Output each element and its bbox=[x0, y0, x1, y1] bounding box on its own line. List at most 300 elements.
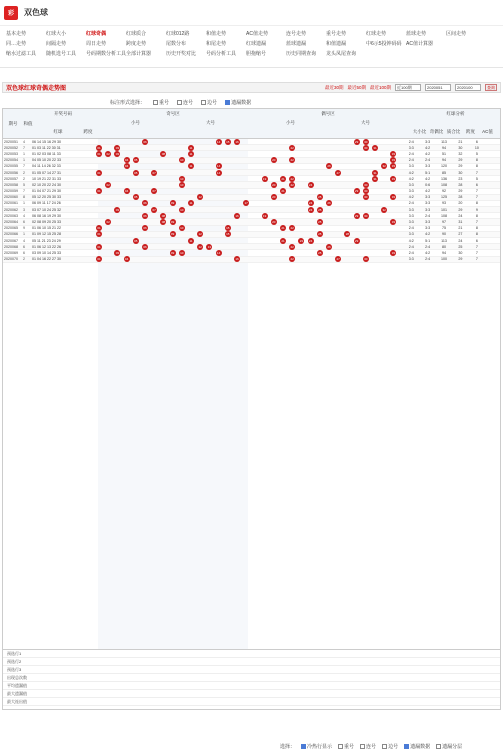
row-sum: 1 bbox=[23, 151, 25, 156]
nav-link[interactable]: AC值计算器 bbox=[406, 40, 433, 47]
footer-label: 最大遗漏值 bbox=[7, 690, 27, 696]
nav-link[interactable]: 和值遗漏 bbox=[326, 40, 347, 47]
row-issue: 2020059 bbox=[4, 189, 18, 194]
red-ball: 29 bbox=[354, 139, 359, 144]
red-ball: 10 bbox=[180, 250, 184, 255]
stat-cell: 28 bbox=[458, 195, 463, 200]
stat-cell: 2:4 bbox=[425, 257, 431, 262]
red-ball: 22 bbox=[290, 145, 294, 150]
red-ball: 05 bbox=[134, 238, 138, 243]
nav-link[interactable]: 中6示5投钟码码 bbox=[366, 40, 402, 47]
stat-cell: 5 bbox=[475, 151, 478, 156]
row-stats bbox=[402, 189, 484, 193]
red-ball: 06 bbox=[143, 244, 147, 249]
row-issue: 2020056 bbox=[4, 170, 18, 175]
row-stats bbox=[402, 183, 484, 187]
nav-link[interactable]: 红球大小 bbox=[46, 30, 67, 37]
row-balls bbox=[92, 151, 402, 157]
row-balls bbox=[92, 200, 402, 206]
red-ball: 30 bbox=[364, 257, 368, 262]
stat-cell: 94 bbox=[442, 145, 447, 150]
row-stats bbox=[402, 208, 484, 212]
filter-omission[interactable]: 遗漏数据 bbox=[225, 99, 251, 106]
stat-cell: 4:2 bbox=[425, 232, 431, 237]
row-numbers: 01 06 10 15 21 22 bbox=[32, 226, 61, 231]
zone-even-big: 大号 bbox=[361, 120, 370, 125]
row-balls bbox=[92, 182, 402, 188]
row-stats bbox=[402, 195, 484, 199]
row-sum: 7 bbox=[23, 145, 25, 150]
nav-link[interactable]: 号码期数分析工具 bbox=[86, 50, 126, 57]
stat-cell: 29 bbox=[458, 207, 463, 212]
nav-row-3 bbox=[6, 48, 497, 58]
stat-cell: 113 bbox=[441, 238, 447, 243]
red-ball: 01 bbox=[97, 257, 101, 262]
filter-repeat[interactable]: 重号 bbox=[153, 99, 169, 106]
row-numbers: 04 05 10 20 22 33 bbox=[32, 158, 61, 163]
nav-link[interactable]: 间隔走势 bbox=[46, 40, 67, 47]
red-ball: 33 bbox=[391, 164, 396, 169]
row-issue: 2020057 bbox=[4, 176, 18, 181]
stat-cell: 108 bbox=[441, 213, 448, 218]
red-ball: 03 bbox=[115, 151, 120, 156]
red-ball: 23 bbox=[299, 238, 304, 243]
red-ball: 01 bbox=[97, 145, 101, 150]
nav-link[interactable]: 全部计算器 bbox=[126, 50, 152, 57]
filter-consecutive[interactable]: 连号 bbox=[177, 99, 193, 106]
row-balls bbox=[92, 176, 402, 182]
red-ball: 14 bbox=[216, 170, 221, 175]
stat-cell: 2:4 bbox=[425, 158, 431, 163]
red-ball: 01 bbox=[97, 151, 101, 156]
red-ball: 11 bbox=[189, 145, 193, 150]
row-numbers: 01 02 03 08 11 33 bbox=[32, 151, 61, 156]
red-ball: 22 bbox=[290, 176, 294, 181]
stat-cell: 4:2 bbox=[425, 145, 431, 150]
row-sum: 3 bbox=[23, 207, 25, 212]
stat-cell: 7 bbox=[475, 170, 478, 175]
stat-cell: 4:2 bbox=[425, 176, 431, 181]
red-ball: 11 bbox=[189, 238, 193, 243]
nav-link[interactable]: 红球遗漏 bbox=[246, 40, 267, 47]
nav-link[interactable]: 跨度走势 bbox=[126, 40, 147, 47]
row-numbers: 01 05 07 14 27 31 bbox=[32, 170, 61, 175]
red-ball: 16 bbox=[235, 257, 239, 262]
period-select[interactable]: 近100期 bbox=[395, 84, 421, 91]
red-ball: 10 bbox=[180, 207, 184, 212]
footer-label: 最大连出值 bbox=[7, 698, 27, 704]
footer-row bbox=[3, 698, 500, 706]
stat-cell: 8 bbox=[475, 226, 478, 231]
red-ball: 33 bbox=[391, 158, 396, 163]
red-ball: 06 bbox=[143, 213, 147, 218]
row-issue: 2020061 bbox=[4, 201, 18, 206]
stat-cell: 125 bbox=[441, 195, 448, 200]
stat-cell: 27 bbox=[458, 232, 463, 237]
recent-100-link[interactable]: 最近100期 bbox=[369, 84, 391, 90]
nav-link[interactable]: 和值走势 bbox=[206, 30, 227, 37]
red-ball: 09 bbox=[170, 250, 175, 255]
footer-row bbox=[3, 658, 500, 666]
mark-filter bbox=[110, 99, 251, 106]
row-stats bbox=[402, 232, 484, 236]
row-sum: 8 bbox=[23, 195, 25, 200]
opt-repeat[interactable]: 重号 bbox=[338, 743, 354, 750]
opt-hotcold[interactable]: 冷热行显示 bbox=[301, 743, 332, 750]
row-issue: 2020069 bbox=[4, 250, 18, 255]
footer-label: 预选行2 bbox=[7, 658, 22, 664]
red-ball: 04 bbox=[124, 164, 129, 169]
red-ball: 31 bbox=[373, 176, 377, 181]
stat-cell: 2:4 bbox=[408, 158, 414, 163]
footer-row bbox=[3, 682, 500, 690]
nav-link[interactable]: 龙头凤尾查询 bbox=[326, 50, 357, 57]
row-numbers: 01 04 07 21 29 30 bbox=[32, 189, 61, 194]
red-ball: 20 bbox=[272, 158, 276, 163]
stat-cell: 4:2 bbox=[408, 176, 414, 181]
red-ball: 14 bbox=[216, 164, 221, 169]
stat-cell: 2:4 bbox=[408, 139, 414, 144]
row-sum: 4 bbox=[23, 213, 25, 218]
stat-cell: 4:2 bbox=[425, 151, 431, 156]
nav-link[interactable]: 历史开奖对比 bbox=[166, 50, 197, 57]
row-sum: 4 bbox=[23, 139, 25, 144]
page-title: 双色球 bbox=[24, 8, 48, 17]
stat-cell: 30 bbox=[458, 250, 463, 255]
red-ball: 21 bbox=[281, 176, 285, 181]
stat-cell: 3:3 bbox=[425, 207, 431, 212]
red-ball: 04 bbox=[124, 158, 129, 163]
red-ball: 10 bbox=[180, 226, 184, 231]
red-ball: 26 bbox=[327, 244, 331, 249]
row-sum: 1 bbox=[23, 201, 25, 206]
row-stats bbox=[402, 140, 484, 144]
stat-cell: 3:3 bbox=[425, 139, 431, 144]
stat-cell: 3:3 bbox=[425, 195, 431, 200]
row-stats bbox=[402, 251, 484, 255]
stat-cell: 8 bbox=[475, 158, 478, 163]
nav-link[interactable]: 同…走势 bbox=[6, 40, 27, 47]
red-ball: 27 bbox=[336, 257, 340, 262]
opt-edge[interactable]: 边号 bbox=[382, 743, 398, 750]
zone-even: 偶号区 bbox=[321, 111, 335, 116]
row-balls bbox=[92, 170, 402, 176]
row-numbers: 03 07 10 24 25 32 bbox=[32, 207, 61, 212]
row-issue: 2020052 bbox=[4, 145, 18, 150]
red-ball: 06 bbox=[143, 201, 147, 206]
row-stats bbox=[402, 146, 484, 150]
red-ball: 01 bbox=[97, 244, 101, 249]
row-issue: 2020062 bbox=[4, 207, 18, 212]
row-sum: 6 bbox=[23, 244, 25, 249]
nav-link[interactable]: 区间走势 bbox=[446, 30, 467, 37]
nav-link[interactable]: 重号走势 bbox=[326, 30, 347, 37]
red-ball: 11 bbox=[189, 151, 193, 156]
stat-cell: 90 bbox=[442, 232, 447, 237]
row-sum: 7 bbox=[23, 189, 25, 194]
row-sum: 1 bbox=[23, 158, 25, 163]
stat-cell: 2:4 bbox=[408, 201, 414, 206]
recent-50-link[interactable]: 最近50期 bbox=[347, 84, 366, 90]
row-stats bbox=[402, 257, 484, 261]
stat-cell: 20 bbox=[458, 201, 463, 206]
stat-cell: 5:1 bbox=[425, 170, 431, 175]
table-footer bbox=[3, 649, 500, 709]
row-numbers: 01 06 12 13 22 26 bbox=[32, 244, 61, 249]
row-sum: 6 bbox=[23, 220, 25, 225]
chart-title: 双色球红球奇偶走势图 bbox=[6, 86, 67, 92]
red-ball: 22 bbox=[290, 244, 294, 249]
stat-cell: 24 bbox=[458, 213, 463, 218]
row-numbers: 01 09 12 15 25 28 bbox=[32, 232, 61, 237]
nav-link[interactable]: 蓝球走势 bbox=[406, 30, 427, 37]
stat-cell: 7 bbox=[475, 250, 478, 255]
stat-cell: 29 bbox=[458, 164, 463, 169]
red-ball: 33 bbox=[391, 195, 396, 200]
nav-link[interactable]: 尾数分布 bbox=[166, 40, 187, 47]
red-ball: 10 bbox=[180, 176, 184, 181]
stat-cell: 30 bbox=[458, 145, 463, 150]
red-ball: 12 bbox=[198, 195, 202, 200]
col-primecomp: 质合比 bbox=[446, 129, 461, 134]
red-ball: 07 bbox=[152, 170, 156, 175]
footer-label: 出现总次数 bbox=[7, 674, 27, 680]
bottom-label: 选择： bbox=[280, 744, 296, 750]
red-ball: 25 bbox=[318, 220, 322, 225]
red-ball: 10 bbox=[180, 182, 184, 187]
stat-cell: 2:4 bbox=[425, 213, 431, 218]
red-ball: 02 bbox=[106, 220, 110, 225]
red-ball: 09 bbox=[170, 232, 175, 237]
col-ac: AC值 bbox=[482, 129, 493, 134]
stat-cell: 2:4 bbox=[408, 244, 414, 249]
stat-cell: 80 bbox=[442, 244, 447, 249]
zone-odd: 奇号区 bbox=[166, 111, 180, 116]
red-ball: 02 bbox=[106, 182, 110, 187]
red-ball: 22 bbox=[290, 257, 294, 262]
stat-cell: 3:3 bbox=[408, 220, 414, 225]
stat-cell: 113 bbox=[441, 139, 447, 144]
col-sum: 和值 bbox=[23, 121, 33, 126]
row-numbers: 04 11 14 26 32 33 bbox=[32, 164, 61, 169]
row-sum: 9 bbox=[23, 226, 25, 231]
footer-row bbox=[3, 666, 500, 674]
stat-cell: 93 bbox=[442, 201, 447, 206]
red-ball: 15 bbox=[226, 232, 230, 237]
red-ball: 19 bbox=[262, 176, 267, 181]
red-ball: 01 bbox=[97, 170, 101, 175]
red-ball: 21 bbox=[281, 238, 285, 243]
row-issue: 2020055 bbox=[4, 164, 18, 169]
red-ball: 29 bbox=[354, 189, 359, 194]
row-numbers: 01 03 11 22 30 31 bbox=[32, 145, 61, 150]
row-stats bbox=[402, 171, 484, 175]
row-balls bbox=[92, 163, 402, 169]
nav-link[interactable]: 红球质合 bbox=[126, 30, 147, 37]
row-balls bbox=[92, 213, 402, 219]
nav-link[interactable]: 缩水过滤工具 bbox=[6, 50, 37, 57]
row-balls bbox=[92, 225, 402, 231]
red-ball: 03 bbox=[115, 145, 120, 150]
stat-cell: 30 bbox=[458, 170, 463, 175]
row-issue: 2020063 bbox=[4, 213, 18, 218]
row-stats bbox=[402, 177, 484, 181]
table-header bbox=[3, 109, 500, 139]
footer-row bbox=[3, 674, 500, 682]
red-ball: 33 bbox=[391, 250, 396, 255]
stat-cell: 0:6 bbox=[425, 182, 431, 187]
row-numbers: 06 09 11 17 24 26 bbox=[32, 201, 61, 206]
red-ball: 25 bbox=[318, 232, 322, 237]
stat-cell: 3:3 bbox=[408, 232, 414, 237]
red-ball: 31 bbox=[373, 145, 377, 150]
red-ball: 28 bbox=[345, 232, 350, 237]
stat-cell: 29 bbox=[458, 189, 463, 194]
stat-cell: 2:4 bbox=[408, 226, 414, 231]
nav-link[interactable]: 红球012路 bbox=[166, 30, 190, 37]
stat-cell: 120 bbox=[441, 164, 448, 169]
nav-row-1 bbox=[6, 28, 497, 38]
red-ball: 32 bbox=[382, 207, 386, 212]
query-button[interactable]: 查询 bbox=[487, 85, 495, 90]
red-ball: 09 bbox=[170, 201, 175, 206]
nav-link[interactable]: 连号走势 bbox=[286, 30, 307, 37]
row-issue: 2020060 bbox=[4, 195, 18, 200]
red-ball: 03 bbox=[115, 250, 120, 255]
nav-link[interactable]: 胆拖缩号 bbox=[246, 50, 267, 57]
col-bigsmall: 大小比 bbox=[412, 129, 427, 134]
red-ball: 20 bbox=[272, 195, 276, 200]
opt-consecutive[interactable]: 连号 bbox=[360, 743, 376, 750]
footer-row bbox=[3, 650, 500, 658]
row-sum: 2 bbox=[23, 176, 25, 181]
red-ball: 16 bbox=[235, 139, 239, 144]
stat-cell: 3:3 bbox=[408, 207, 414, 212]
stat-cell: 31 bbox=[458, 220, 463, 225]
nav-link[interactable]: 红球走势 bbox=[366, 30, 387, 37]
red-ball: 10 bbox=[180, 158, 184, 163]
nav-link[interactable]: 历史同期查询 bbox=[286, 50, 317, 57]
red-ball: 29 bbox=[354, 238, 359, 243]
stat-cell: 4:2 bbox=[408, 195, 414, 200]
stat-cell: 10 bbox=[474, 145, 479, 150]
row-issue: 2020070 bbox=[4, 257, 18, 262]
nav-link[interactable]: 红球奇偶 bbox=[86, 30, 107, 37]
red-ball: 31 bbox=[373, 170, 377, 175]
filter-edge[interactable]: 边号 bbox=[201, 99, 217, 106]
recent-30-link[interactable]: 最近30期 bbox=[324, 84, 344, 90]
footer-row bbox=[3, 690, 500, 698]
stat-cell: 3:3 bbox=[425, 226, 431, 231]
stat-cell: 94 bbox=[442, 250, 447, 255]
red-ball: 01 bbox=[97, 189, 101, 194]
red-ball: 07 bbox=[152, 189, 156, 194]
stat-cell: 7 bbox=[475, 195, 478, 200]
footer-label: 预选行1 bbox=[7, 650, 22, 656]
chart-banner bbox=[2, 82, 501, 93]
row-balls bbox=[92, 256, 402, 262]
zone-odd-big: 大号 bbox=[206, 120, 215, 125]
red-ball: 33 bbox=[391, 151, 396, 156]
stat-cell: 5 bbox=[475, 176, 478, 181]
row-stats bbox=[402, 245, 484, 249]
col-oddeven: 奇偶比 bbox=[429, 129, 444, 134]
nav-link[interactable]: AC值走势 bbox=[246, 30, 268, 37]
stat-cell: 3:3 bbox=[425, 201, 431, 206]
stat-cell: 25 bbox=[458, 244, 463, 249]
red-ball: 30 bbox=[364, 213, 368, 218]
stat-cell: 24 bbox=[458, 238, 463, 243]
red-ball: 29 bbox=[354, 213, 359, 218]
stat-cell: 9 bbox=[475, 207, 478, 212]
from-issue-input[interactable]: 2020051 bbox=[425, 84, 451, 91]
stat-cell: 51 bbox=[442, 151, 447, 156]
row-stats bbox=[402, 158, 484, 162]
nav-link[interactable]: 随机选号工具 bbox=[46, 50, 77, 57]
red-ball: 07 bbox=[152, 207, 156, 212]
red-ball: 20 bbox=[272, 220, 276, 225]
stat-cell: 7 bbox=[475, 220, 478, 225]
nav-link[interactable]: 基本走势 bbox=[6, 30, 27, 37]
row-sum: 2 bbox=[23, 170, 25, 175]
row-numbers: 03 09 10 14 25 33 bbox=[32, 250, 61, 255]
stat-cell: 136 bbox=[441, 176, 448, 181]
red-ball: 05 bbox=[134, 170, 138, 175]
row-stats bbox=[402, 201, 484, 205]
stat-cell: 108 bbox=[441, 182, 448, 187]
stat-cell: 2:4 bbox=[408, 151, 414, 156]
red-ball: 33 bbox=[391, 176, 396, 181]
row-stats bbox=[402, 226, 484, 230]
red-ball: 01 bbox=[97, 226, 101, 231]
nav-link[interactable]: 周日走势 bbox=[86, 40, 107, 47]
stat-cell: 6 bbox=[475, 139, 478, 144]
stat-cell: 3:3 bbox=[408, 145, 414, 150]
red-ball: 06 bbox=[143, 139, 147, 144]
stat-cell: 3:3 bbox=[408, 182, 414, 187]
row-balls bbox=[92, 250, 402, 256]
row-issue: 2020067 bbox=[4, 238, 18, 243]
red-ball: 21 bbox=[281, 226, 285, 231]
red-ball: 12 bbox=[198, 232, 202, 237]
red-ball: 24 bbox=[308, 238, 313, 243]
red-ball: 30 bbox=[364, 145, 368, 150]
bottom-options bbox=[280, 743, 462, 750]
red-ball: 13 bbox=[207, 244, 212, 249]
row-sum: 2 bbox=[23, 257, 25, 262]
red-ball: 25 bbox=[318, 207, 322, 212]
red-ball: 33 bbox=[391, 220, 396, 225]
stat-cell: 21 bbox=[458, 139, 463, 144]
to-issue-input[interactable]: 2020100 bbox=[455, 84, 481, 91]
nav-link[interactable]: 和尾走势 bbox=[206, 40, 227, 47]
red-ball: 22 bbox=[290, 182, 294, 187]
table-body bbox=[3, 139, 500, 263]
nav-link[interactable]: 蓝球遗漏 bbox=[286, 40, 307, 47]
stat-cell: 8 bbox=[475, 232, 478, 237]
stat-cell: 3:3 bbox=[425, 220, 431, 225]
nav-menu bbox=[0, 26, 503, 68]
opt-layer[interactable]: 遗漏分层 bbox=[436, 743, 462, 750]
nav-link[interactable]: 号码分析工具 bbox=[206, 50, 237, 57]
opt-omission[interactable]: 遗漏数据 bbox=[404, 743, 430, 750]
red-ball: 30 bbox=[364, 139, 368, 144]
footer-label: 预选行3 bbox=[7, 666, 22, 672]
row-stats bbox=[402, 164, 484, 168]
red-ball: 11 bbox=[189, 201, 193, 206]
stat-cell: 100 bbox=[441, 257, 448, 262]
red-ball: 25 bbox=[318, 195, 322, 200]
